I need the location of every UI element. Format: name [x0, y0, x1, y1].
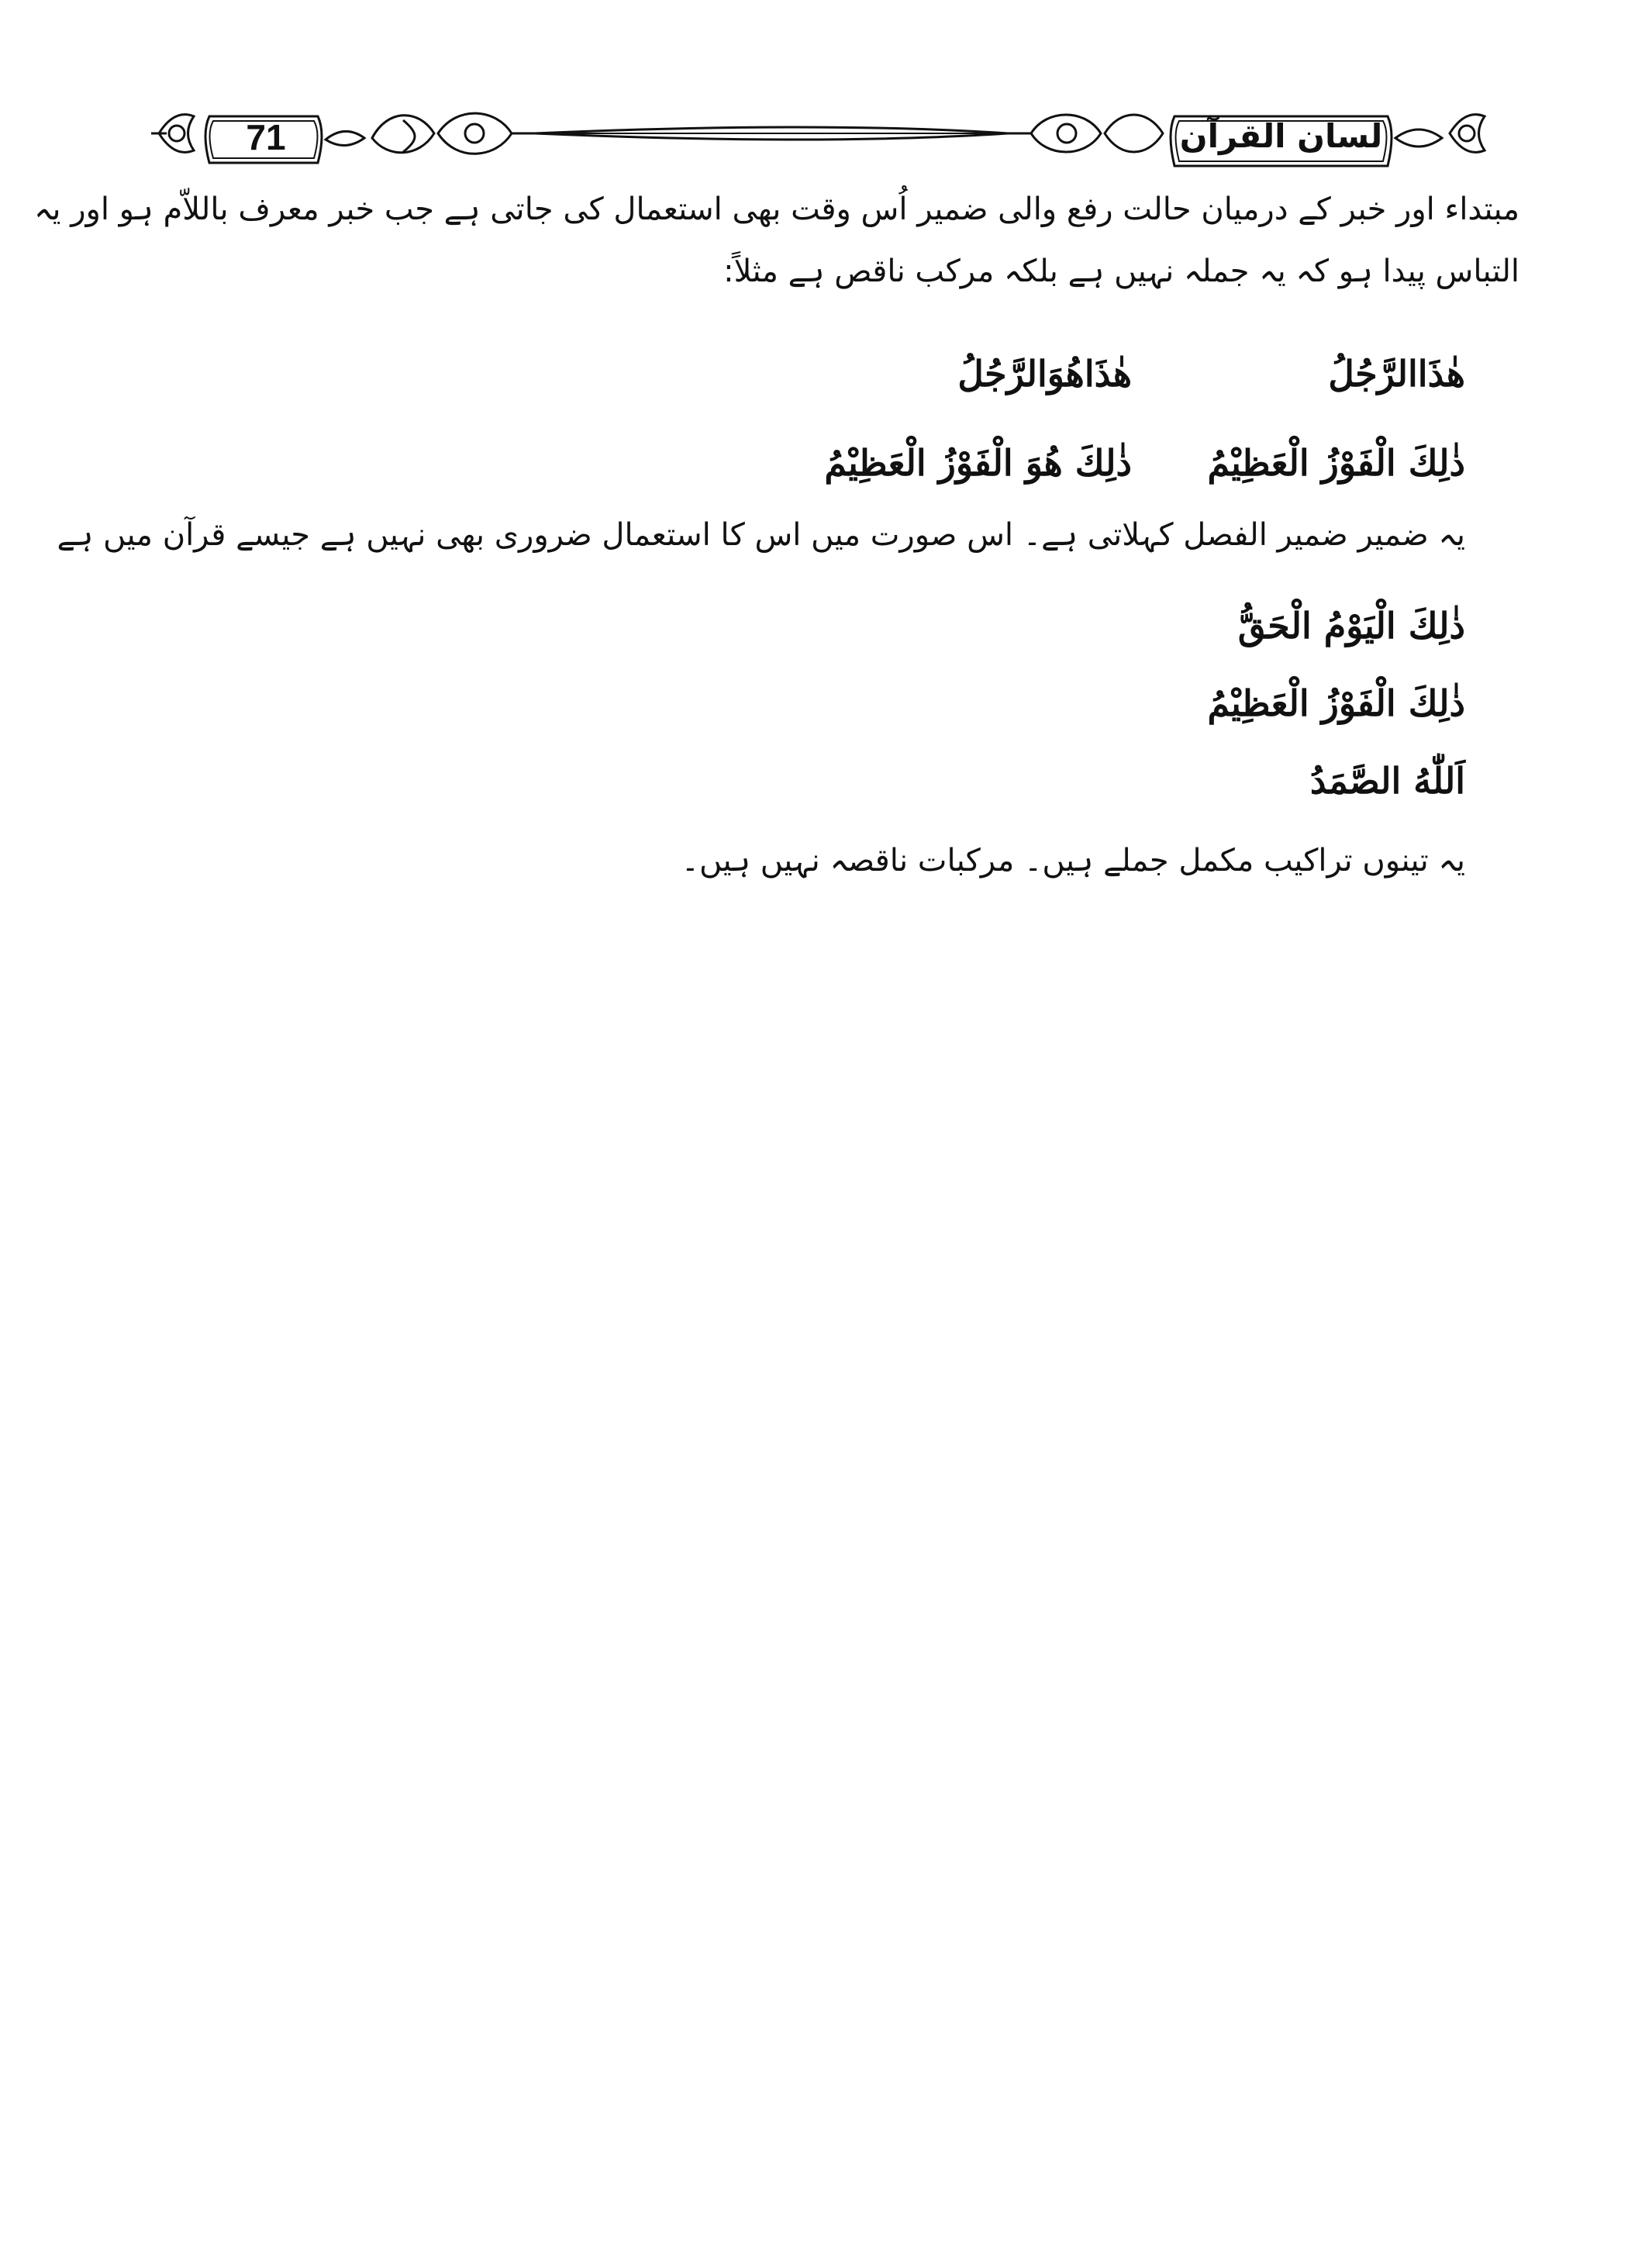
example-5: اَللّٰهُ الصَّمَدُ — [1309, 760, 1465, 802]
example-2-left: ذٰلِكَ هُوَ الْفَوْزُ الْعَظِيْمُ — [824, 442, 1132, 484]
page-number: 71 — [246, 117, 286, 157]
example-4: ذٰلِكَ الْفَوْزُ الْعَظِيْمُ — [1207, 682, 1465, 724]
paragraph-2: یہ ضمیر ضمیر الفصل کہلاتی ہے۔ اس صورت میں اس کا استعمال ضروری بھی نہیں ہے جیسے قرآن میں ہے — [57, 517, 1465, 553]
example-3: ذٰلِكَ الْيَوْمُ الْحَقُّ — [1237, 605, 1465, 647]
paragraph-1-line-1: مبتداء اور خبر کے درمیان حالت رفع والی ضمیر اُس وقت بھی استعمال کی جاتی ہے جب خبر معرف باللاّم ہو اور یہ — [33, 192, 1519, 227]
left-end-ornament — [151, 115, 194, 153]
left-flourish — [372, 113, 535, 154]
example-2-right: ذٰلِكَ الْفَوْزُ الْعَظِيْمُ — [1207, 442, 1465, 484]
paragraph-3: یہ تینوں تراکیب مکمل جملے ہیں۔ مرکبات ناقصہ نہیں ہیں۔ — [681, 843, 1465, 879]
paragraph-1-line-2: التباس پیدا ہو کہ یہ جملہ نہیں ہے بلکہ مرکب ناقص ہے مثلاً: — [723, 254, 1519, 289]
right-flourish — [1008, 115, 1163, 152]
right-end-ornament — [1450, 115, 1485, 153]
book-title: لسان القرآن — [1179, 117, 1383, 155]
example-1-left: هٰذَاهُوَالرَّجُلُ — [957, 353, 1132, 395]
example-1-right: هٰذَاالرَّجُلُ — [1328, 353, 1465, 395]
